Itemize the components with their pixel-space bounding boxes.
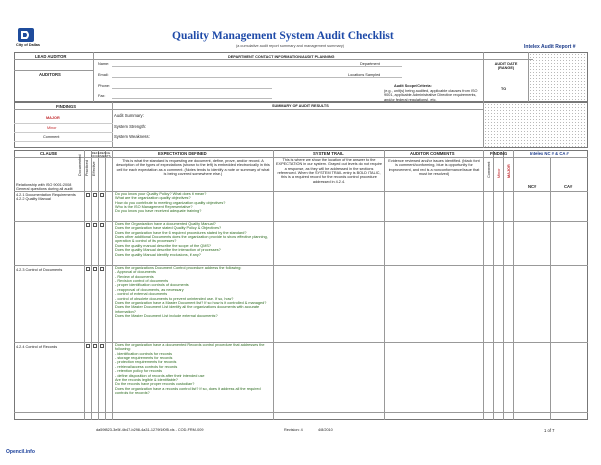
effective-checkbox[interactable] — [100, 223, 104, 227]
checklist-question: Does the quality manual describe the scope of the QMS? — [115, 243, 212, 248]
col-ca-number: CA# — [564, 184, 573, 189]
documented-checkbox[interactable] — [86, 267, 90, 271]
col-effective: Effective — [92, 161, 96, 176]
expectation-intro: This is what the standard is requesting we document, define, prove, and/or record. A description of the types of expectations (shown to the left) is embedded electronically in this cell for each expectation as a comment. (Notes tends to identify a note or summary of what is being covered somewhere else.) — [116, 159, 270, 177]
checklist-question: - define disposition of records after their intended use — [115, 373, 205, 378]
footer-file-id: da59f823-3e5f-4b47-b298-4a31-1279f1f0f5.xls - COD-FRM-009 — [96, 428, 204, 432]
checklist-question: - proper identification controls of documents — [115, 283, 189, 288]
row-items-423 — [115, 266, 271, 318]
effective-checkbox[interactable] — [100, 193, 104, 197]
row-items-421 — [115, 222, 271, 257]
checklist-question: Are the records legible & identifiable? — [115, 377, 178, 382]
system-strength-label: System Strength: — [114, 124, 147, 129]
lead-auditor-label: LEAD AUDITOR — [35, 54, 67, 59]
department-label: Department — [360, 62, 380, 66]
practiced-checkbox[interactable] — [93, 344, 97, 348]
col-reference: REFERENCE DOCUMENTS — [91, 151, 111, 159]
checklist-question: - Approval of documents — [115, 270, 156, 275]
practiced-checkbox[interactable] — [93, 223, 97, 227]
col-clause: CLAUSE — [40, 151, 58, 156]
row-items-424 — [115, 343, 271, 395]
dotted-shade-2 — [484, 103, 587, 147]
checklist-question: Does the organization have a documented Records control procedure that addresses the following: — [115, 343, 265, 352]
row-clause-424: 4.2.4 Control of Records — [16, 345, 58, 349]
col-documented: Documented — [78, 154, 82, 176]
checklist-question: Do you know you have received adequate training? — [115, 209, 202, 214]
phone-field-label: Phone: — [98, 84, 111, 88]
checklist-question: Do the records have proper records custodian? — [115, 382, 195, 387]
audit-scope-label: Audit Scope/Criteria: — [394, 84, 432, 88]
watermark: Opencil.info — [6, 449, 35, 455]
col-expectation: EXPECTATION DEFINED — [158, 151, 207, 156]
dept-contact-heading: DEPARTMENT CONTACT INFORMATION/AUDIT PLANNING — [228, 55, 335, 59]
system-trail-intro: This is where we show the location of the answer to the EXPECTATION in our system. Grayed out levels do not require a response, as they will be addressed in the sections referenced. When the SYSTEM TRAIL entry is BOLD ITALIC, this is a required record for the records control procedure addressed in 4.2.4. — [276, 158, 382, 184]
checklist-question: Who is the ISO Management Representative? — [115, 205, 193, 210]
checklist-question: Does the organization have stated Quality Policy & Objectives? — [115, 226, 222, 231]
audit-date-label: AUDIT DATE (RANGE) — [494, 62, 518, 71]
col-finding-minor: Minor — [497, 168, 501, 178]
findings-label: FINDINGS — [56, 104, 77, 109]
checklist-question: - control of obsolete documents to prevent unintended use. If so, how? — [115, 296, 234, 301]
comments-intro: Evidence reviewed and/or issues identified. (black font is comment/conforming, blue is opportunity for improvement, and red is a nonconformance/issue that must be resolved) — [388, 159, 480, 177]
practiced-checkbox[interactable] — [93, 193, 97, 197]
documented-checkbox[interactable] — [86, 223, 90, 227]
col-system-trail: SYSTEM TRAIL — [313, 151, 344, 156]
footer-revision: Revision: 4 — [284, 428, 303, 432]
checklist-question: - storage requirements for records — [115, 356, 173, 361]
checklist-question: Does other additional Documents does the organization provide to show effective planning, operation & control of its processes? — [115, 235, 268, 244]
col-finding-comment: Comment — [487, 161, 491, 178]
audit-summary-label: Audit Summary: — [114, 113, 144, 118]
checklist-question: Does the organization have the 6 required procedures stated by the standard? — [115, 230, 247, 235]
footer-page: 1 of 7 — [544, 428, 555, 433]
checklist-question: - reapproval of documents, as necessary — [115, 287, 184, 292]
practiced-checkbox[interactable] — [93, 267, 97, 271]
checklist-question: - identification controls for records — [115, 351, 172, 356]
checklist-question: Does the quality Manual describe the interaction of processes? — [115, 248, 221, 253]
checklist-question: Does the organizations Document Control procedure address the following: — [115, 266, 242, 270]
checklist-question: Does the Master Document List include external documents? — [115, 313, 218, 318]
finding-comment: Comment — [43, 135, 60, 139]
checklist-question: Do you know your Quality Policy? What does it mean? — [115, 192, 207, 196]
page-subtitle: (a cumulative audit report summary and management summary) — [236, 44, 345, 48]
city-logo-icon — [18, 28, 34, 42]
col-intelex: Intelex NC # & CA # — [530, 151, 569, 156]
row-clause-general: Relationship with ISO 9001:2008 General questions during all audit — [16, 183, 73, 192]
documented-checkbox[interactable] — [86, 344, 90, 348]
checklist-question: Does the organization have a Master Document list? If so how is it controlled & managed? — [115, 300, 267, 305]
documented-checkbox[interactable] — [86, 193, 90, 197]
dotted-shade — [529, 53, 587, 101]
col-practiced: Practiced — [85, 160, 89, 176]
checklist-question: - protection requirements for records — [115, 360, 177, 365]
name-field-label: Name: — [98, 62, 110, 66]
report-number-label: Intelex Audit Report # — [524, 44, 576, 50]
audit-date-to: TO — [501, 87, 507, 91]
col-finding-major: MAJOR — [507, 164, 511, 178]
row-clause-421: 4.2.1 Documentation Requirements 4.2.2 Quality Manual — [16, 193, 76, 202]
checklist-question: - control of external documents — [115, 292, 168, 297]
col-finding: FINDING — [490, 151, 508, 156]
system-weakness-label: System Weakness: — [114, 134, 150, 139]
checklist-question: Does the organization have a records control list? If so, does it address all the required controls for records? — [115, 386, 261, 395]
col-auditor-comments: AUDITOR COMMENTS — [410, 151, 455, 156]
effective-checkbox[interactable] — [100, 344, 104, 348]
checklist-question: - retention policy for records — [115, 369, 163, 374]
row-items-general — [115, 192, 271, 214]
email-field-label: Email: — [98, 73, 109, 77]
row-clause-423: 4.2.3 Control of Documents — [16, 268, 63, 272]
col-nc-number: NC# — [528, 184, 537, 189]
summary-heading: SUMMARY OF AUDIT RESULTS — [272, 104, 329, 108]
checklist-question: How do you contribute to meeting organization quality objectives? — [115, 200, 226, 205]
checklist-question: What are the organization quality objectives? — [115, 196, 191, 201]
audit-scope-text: (e.g., unit(s) being audited, applicable clauses from ISO 9001, applicable Administrative Directive requirements, and/or federal regulations), etc. — [384, 89, 478, 101]
checklist-question: Does the quality Manual identify exclusions, if any? — [115, 252, 201, 257]
locations-label: Locations Sampled — [348, 73, 381, 77]
page-title: Quality Management System Audit Checklist — [172, 30, 394, 42]
checklist-question: - retrieval/access controls for records — [115, 364, 178, 369]
checklist-question: Does the Organization have a documented Quality Manual? — [115, 222, 216, 226]
fax-field-label: Fax: — [98, 94, 106, 98]
finding-major: MAJOR — [46, 116, 60, 120]
footer-date: 4/8/2010 — [318, 428, 333, 432]
checklist-question: Does the Master Document List identify all the organizations documents with accurate information? — [115, 305, 260, 314]
checklist-question: - Revision control of documents — [115, 279, 169, 284]
finding-minor: Minor — [47, 126, 57, 130]
checklist-question: - Review of documents — [115, 274, 154, 279]
auditors-label: AUDITORS — [39, 72, 61, 77]
org-name: City of Dallas — [15, 43, 41, 47]
effective-checkbox[interactable] — [100, 267, 104, 271]
